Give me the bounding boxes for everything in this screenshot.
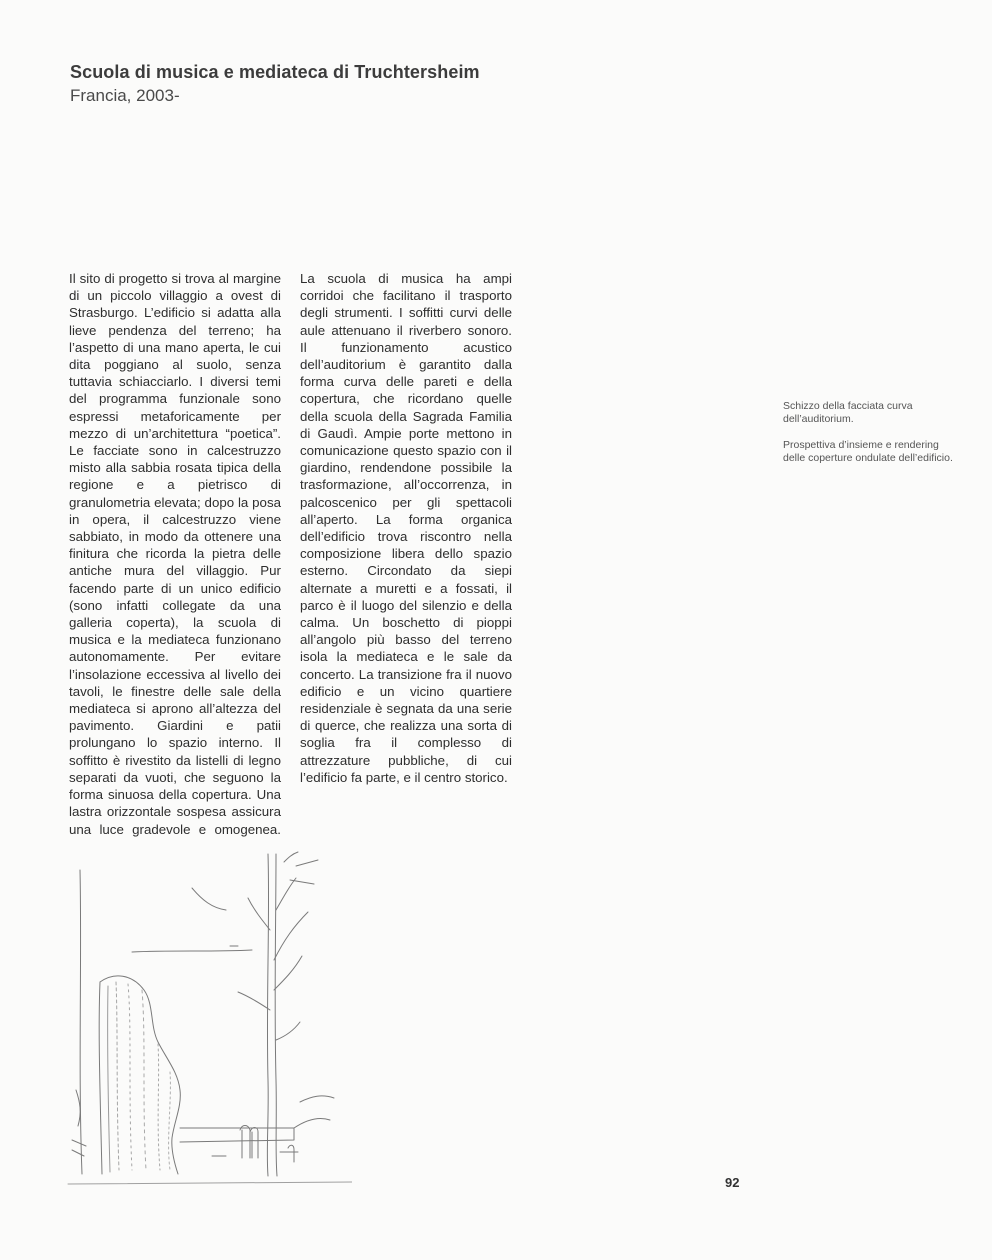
caption-auditorium-sketch: Schizzo della facciata curva dell’auditorium. — [783, 400, 913, 426]
page-title: Scuola di musica e mediateca di Truchtersheim — [70, 62, 480, 82]
captions — [783, 400, 953, 478]
caption-perspective-rendering: Prospettiva d’insieme e rendering delle coperture ondulate dell’edificio. — [783, 438, 953, 465]
text-column-right — [300, 270, 512, 786]
sketch-figures — [240, 1126, 250, 1159]
text-column-left — [69, 270, 281, 838]
page-number: 92 — [725, 1175, 740, 1190]
auditorium-facade-sketch — [62, 840, 352, 1190]
sketch-garden-wall — [180, 1128, 294, 1142]
page-subtitle: Francia, 2003- — [70, 86, 180, 105]
paragraph: La scuola di musica ha ampi corridoi che facilitano il trasporto degli strumenti. I soffitti curvi delle aule attenuano il riverbero sonoro. Il funzionamento acustico dell’auditorium è garantito dalla forma curva delle pareti e della copertura, che ricordano quelle della scuola della Sagrada Familia di Gaudì. Ampie porte mettono in comunicazione questo spazio con il giardino, rendendone possibile la trasformazione, all’occorrenza, in palcoscenico per gli spettacoli all’aperto. La forma organica dell’edificio trova riscontro nella composizione libera dello spazio esterno. Circondato da siepi alternate a muretti e a fossati, il parco è il luogo del silenzio e della calma. Un boschetto di pioppi all’angolo più basso del terreno isola la mediateca e le sale da concerto. La transizione fra il nuovo edificio e un vicino quartiere residenziale è segnata da una serie di querce, che realizza una sorta di soglia fra il complesso di attrezzature pubbliche, di cui l’edificio fa parte, e il centro storico. — [300, 271, 512, 785]
paragraph: Il sito di progetto si trova al margine di un piccolo villaggio a ovest di Strasburgo. L’edificio si adatta alla lieve pendenza del terreno; ha l’aspetto di una mano aperta, le cui dita poggiano al suolo, senza tuttavia schiacciarlo. I diversi temi del programma funzionale sono espressi metaforicamente per mezzo di un’architettura “poetica”. Le facciate sono in calcestruzzo misto alla sabbia rosata tipica della regione e a pietrisco di granulometria elevata; dopo la posa in opera, il calcestruzzo viene sabbiato, in modo da ottenere una finitura che ricorda la pietra delle antiche mura del villaggio. Pur facendo parte di un unico edificio (sono infatti collegate da una galleria coperta), la scuola di musica e la mediateca funzionano autonomamente. Per evitare l’insolazione eccessiva al livello dei tavoli, le finestre delle sale della mediateca si aprono all’altezza del pavimento. Giardini e patii prolungano lo spazio interno. Il soffitto è rivestito da listelli di legno separati da vuoti, che seguono la forma sinuosa della copertura. Una lastra orizzontale sospesa assicura una luce gradevole e omogenea. — [69, 271, 281, 837]
